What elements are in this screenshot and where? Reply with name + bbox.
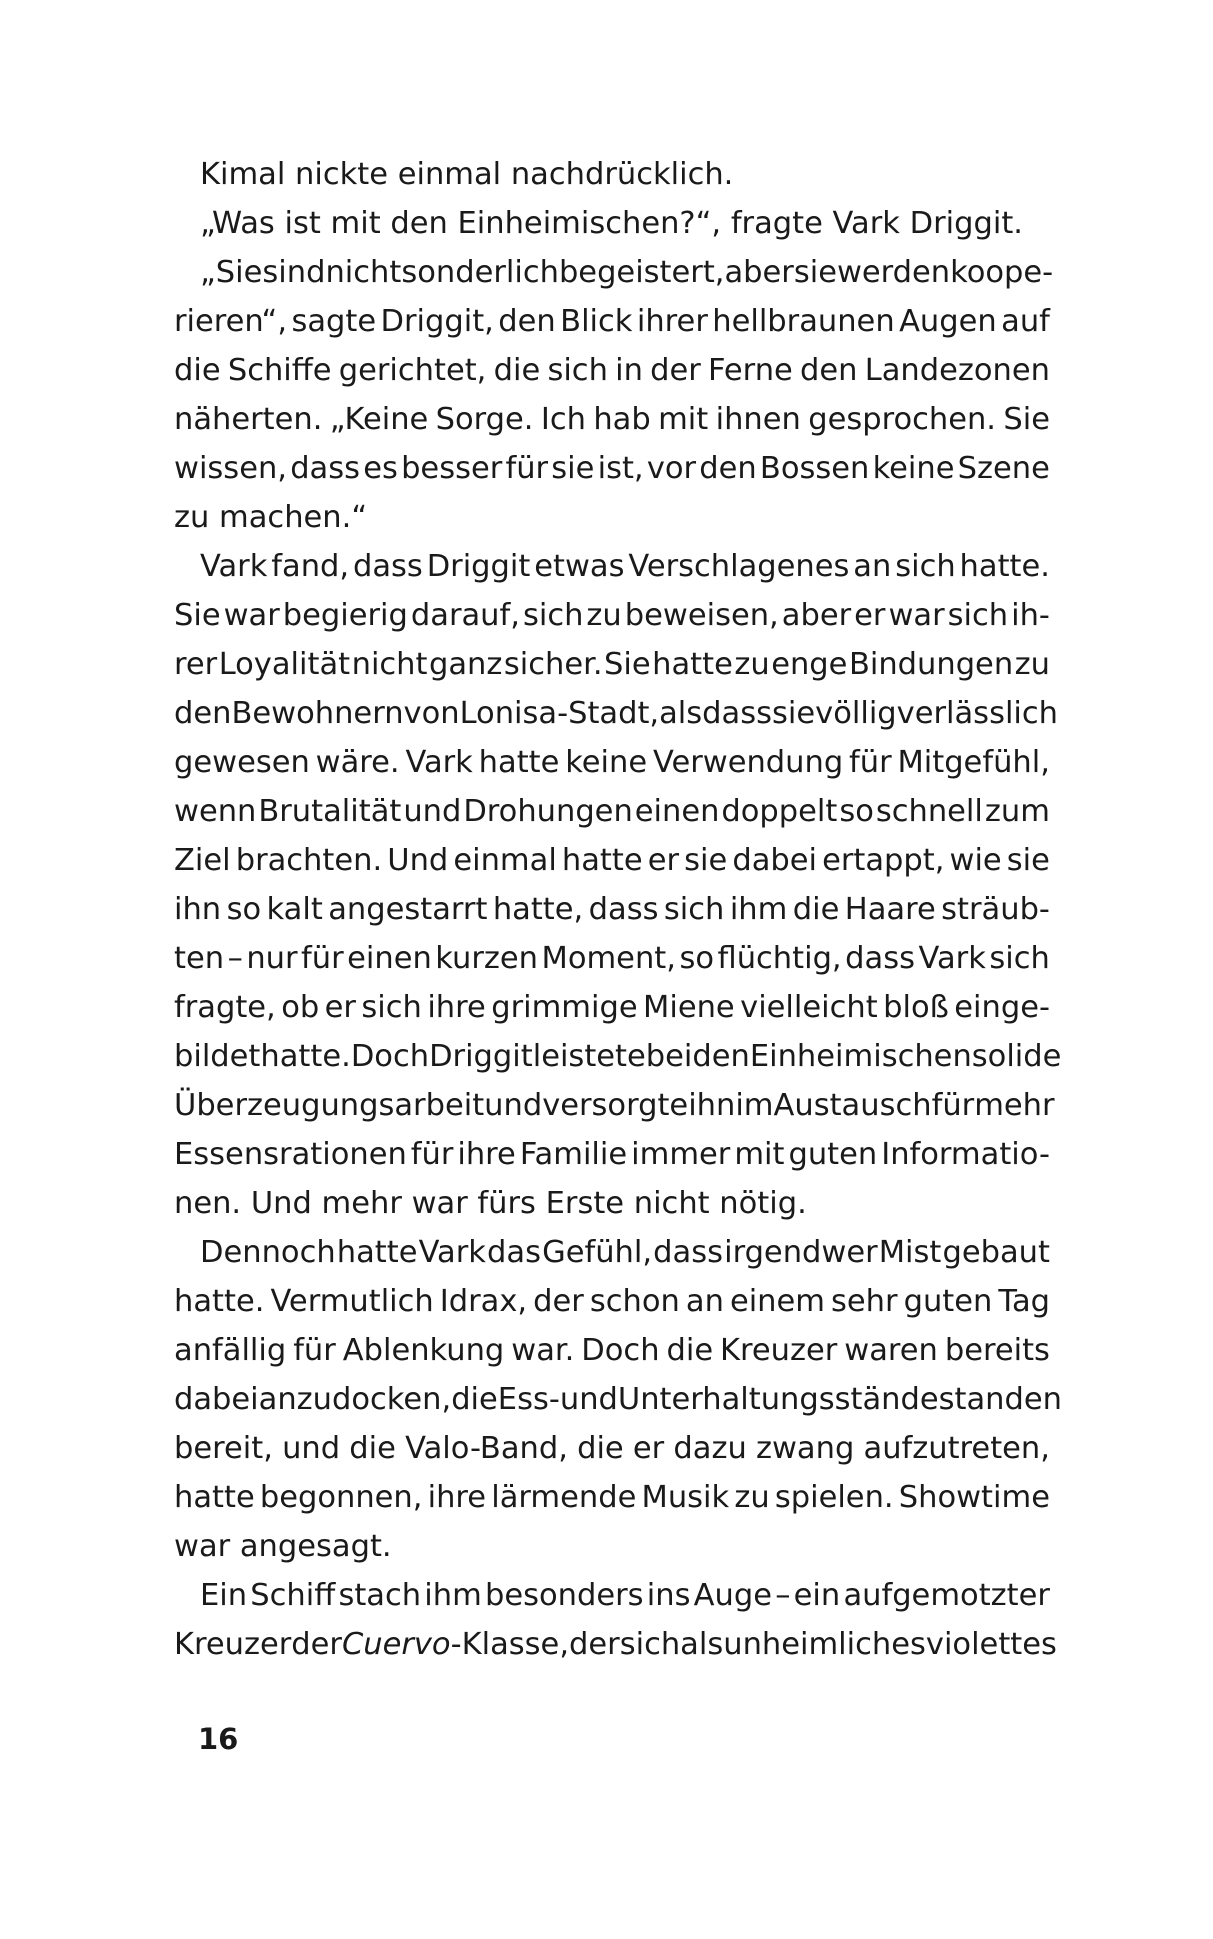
text-line: Überzeugungsarbeit und versorgte ihn im Austausch für mehr	[174, 1088, 1055, 1123]
text-line: nen. Und mehr war fürs Erste nicht nötig.	[174, 1186, 807, 1221]
text-line: Kreuzer der Cuervo-Klasse, der sich als unheimliches violettes	[174, 1627, 1057, 1662]
text-line: anfällig für Ablenkung war. Doch die Kreuzer waren bereits	[174, 1333, 1050, 1368]
page-number: 16	[198, 1722, 239, 1756]
text-line: rieren“, sagte Driggit, den Blick ihrer hellbraunen Augen auf	[174, 304, 1050, 339]
text-line: Sie war begierig darauf, sich zu beweisen, aber er war sich ih-	[174, 598, 1050, 633]
text-line: dabei anzudocken, die Ess- und Unterhaltungsstände standen	[174, 1382, 1062, 1417]
text-line: Vark fand, dass Driggit etwas Verschlagenes an sich hatte.	[200, 549, 1050, 584]
text-line: den Bewohnern von Lonisa-Stadt, als dass sie völlig verlässlich	[174, 696, 1059, 731]
text-line: wissen, dass es besser für sie ist, vor den Bossen keine Szene	[174, 451, 1050, 486]
text-line: rer Loyalität nicht ganz sicher. Sie hatte zu enge Bindungen zu	[174, 647, 1050, 682]
text-line: zu machen.“	[174, 500, 368, 535]
text-line: bildet hatte. Doch Driggit leistete bei den Einheimischen solide	[174, 1039, 1062, 1074]
text-line: ten – nur für einen kurzen Moment, so flüchtig, dass Vark sich	[174, 941, 1050, 976]
text-line: „Sie sind nicht sonderlich begeistert, aber sie werden koope-	[200, 255, 1054, 290]
text-line: näherten. „Keine Sorge. Ich hab mit ihnen gesprochen. Sie	[174, 402, 1050, 437]
text-line: war angesagt.	[174, 1529, 392, 1564]
text-line: bereit, und die Valo-Band, die er dazu zwang aufzutreten,	[174, 1431, 1050, 1466]
text-line: Essensrationen für ihre Familie immer mit guten Informatio-	[174, 1137, 1050, 1172]
text-line: hatte. Vermutlich Idrax, der schon an einem sehr guten Tag	[174, 1284, 1050, 1319]
text-line: „Was ist mit den Einheimischen?“, fragte Vark Driggit.	[200, 206, 1023, 241]
text-line: die Schiffe gerichtet, die sich in der Ferne den Landezonen	[174, 353, 1050, 388]
text-line: ihn so kalt angestarrt hatte, dass sich ihm die Haare sträub-	[174, 892, 1050, 927]
text-line: Ein Schiff stach ihm besonders ins Auge – ein aufgemotzter	[200, 1578, 1050, 1613]
text-line: Ziel brachten. Und einmal hatte er sie dabei ertappt, wie sie	[174, 843, 1050, 878]
text-line: Kimal nickte einmal nachdrücklich.	[200, 157, 734, 192]
text-line: hatte begonnen, ihre lärmende Musik zu spielen. Showtime	[174, 1480, 1050, 1515]
text-line: Dennoch hatte Vark das Gefühl, dass irgendwer Mist gebaut	[200, 1235, 1050, 1270]
body-text	[174, 150, 1062, 1669]
text-line: wenn Brutalität und Drohungen einen doppelt so schnell zum	[174, 794, 1050, 829]
text-line: fragte, ob er sich ihre grimmige Miene vielleicht bloß einge-	[174, 990, 1050, 1025]
text-line: gewesen wäre. Vark hatte keine Verwendung für Mitgefühl,	[174, 745, 1050, 780]
